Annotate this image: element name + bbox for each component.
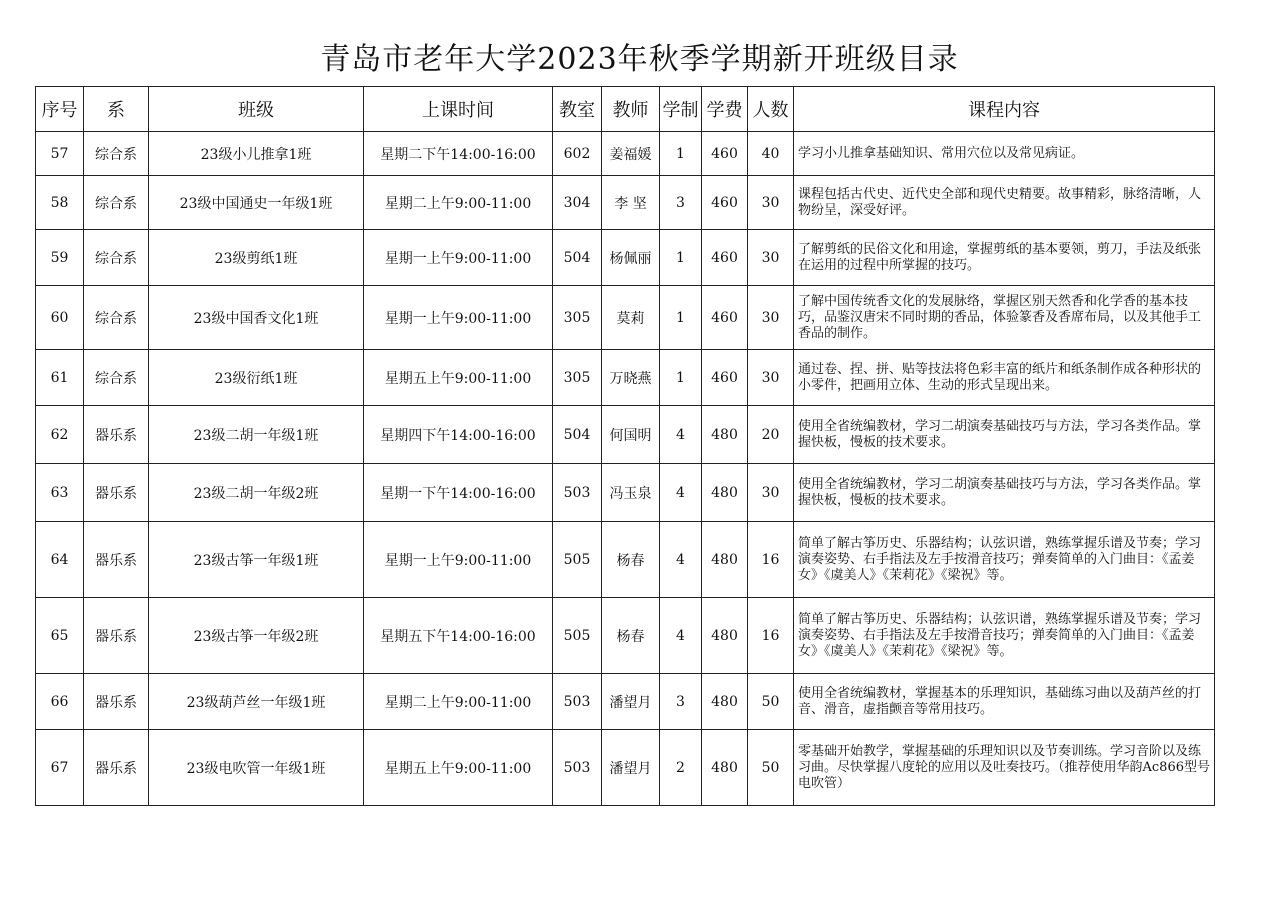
cell-no: 59 — [36, 230, 84, 286]
cell-no: 60 — [36, 286, 84, 350]
cell-room: 505 — [553, 598, 602, 674]
cell-class: 23级小儿推拿1班 — [149, 132, 364, 176]
cell-teacher: 杨春 — [602, 598, 660, 674]
cell-content: 使用全省统编教材，学习二胡演奏基础技巧与方法，学习各类作品。掌握快板，慢板的技术要求。 — [794, 406, 1215, 464]
cell-time: 星期一上午9:00-11:00 — [364, 522, 553, 598]
header-content: 课程内容 — [794, 87, 1215, 132]
cell-class: 23级二胡一年级1班 — [149, 406, 364, 464]
cell-fee: 480 — [702, 522, 748, 598]
cell-dept: 综合系 — [84, 350, 149, 406]
cell-time: 星期五下午14:00-16:00 — [364, 598, 553, 674]
cell-term: 1 — [660, 230, 702, 286]
cell-content: 使用全省统编教材，掌握基本的乐理知识，基础练习曲以及葫芦丝的打音、滑音，虚指颤音等常用技巧。 — [794, 674, 1215, 730]
cell-fee: 480 — [702, 406, 748, 464]
header-teacher: 教师 — [602, 87, 660, 132]
cell-term: 4 — [660, 598, 702, 674]
cell-count: 30 — [748, 350, 794, 406]
cell-class: 23级中国香文化1班 — [149, 286, 364, 350]
cell-teacher: 万晓燕 — [602, 350, 660, 406]
cell-content: 简单了解古筝历史、乐器结构；认弦识谱，熟练掌握乐谱及节奏；学习演奏姿势、右手指法及左手按滑音技巧；弹奏简单的入门曲目：《孟姜女》《虞美人》《茉莉花》《梁祝》等。 — [794, 522, 1215, 598]
cell-count: 40 — [748, 132, 794, 176]
cell-room: 503 — [553, 464, 602, 522]
cell-time: 星期一上午9:00-11:00 — [364, 230, 553, 286]
cell-fee: 460 — [702, 230, 748, 286]
cell-content: 通过卷、捏、拼、贴等技法将色彩丰富的纸片和纸条制作成各种形状的小零件，把画用立体、生动的形式呈现出来。 — [794, 350, 1215, 406]
cell-teacher: 杨春 — [602, 522, 660, 598]
cell-class: 23级中国通史一年级1班 — [149, 176, 364, 230]
cell-fee: 460 — [702, 176, 748, 230]
cell-room: 503 — [553, 674, 602, 730]
table-row — [36, 598, 1215, 674]
cell-no: 63 — [36, 464, 84, 522]
cell-no: 65 — [36, 598, 84, 674]
cell-room: 305 — [553, 286, 602, 350]
cell-count: 50 — [748, 674, 794, 730]
cell-room: 503 — [553, 730, 602, 806]
table-row — [36, 406, 1215, 464]
cell-term: 4 — [660, 522, 702, 598]
table-row — [36, 730, 1215, 806]
cell-no: 57 — [36, 132, 84, 176]
cell-no: 64 — [36, 522, 84, 598]
cell-teacher: 李 坚 — [602, 176, 660, 230]
table-row — [36, 350, 1215, 406]
cell-count: 50 — [748, 730, 794, 806]
cell-dept: 器乐系 — [84, 406, 149, 464]
cell-fee: 480 — [702, 598, 748, 674]
cell-teacher: 姜福媛 — [602, 132, 660, 176]
header-fee: 学费 — [702, 87, 748, 132]
header-time: 上课时间 — [364, 87, 553, 132]
header-row — [36, 87, 1215, 132]
cell-room: 504 — [553, 406, 602, 464]
cell-dept: 综合系 — [84, 230, 149, 286]
cell-term: 1 — [660, 132, 702, 176]
cell-time: 星期二上午9:00-11:00 — [364, 674, 553, 730]
cell-time: 星期五上午9:00-11:00 — [364, 350, 553, 406]
cell-term: 2 — [660, 730, 702, 806]
cell-dept: 器乐系 — [84, 598, 149, 674]
cell-teacher: 潘望月 — [602, 674, 660, 730]
cell-no: 62 — [36, 406, 84, 464]
cell-dept: 综合系 — [84, 176, 149, 230]
cell-term: 1 — [660, 350, 702, 406]
cell-teacher: 杨佩丽 — [602, 230, 660, 286]
page-title: 青岛市老年大学2023年秋季学期新开班级目录 — [320, 42, 959, 77]
cell-teacher: 何国明 — [602, 406, 660, 464]
cell-count: 30 — [748, 176, 794, 230]
cell-fee: 460 — [702, 132, 748, 176]
header-dept: 系 — [84, 87, 149, 132]
table-row — [36, 176, 1215, 230]
cell-content: 简单了解古筝历史、乐器结构；认弦识谱，熟练掌握乐谱及节奏；学习演奏姿势、右手指法及左手按滑音技巧；弹奏简单的入门曲目：《孟姜女》《虞美人》《茉莉花》《梁祝》等。 — [794, 598, 1215, 674]
cell-content: 了解中国传统香文化的发展脉络，掌握区别天然香和化学香的基本技巧，品鉴汉唐宋不同时期的香品，体验篆香及香席布局，以及其他手工香品的制作。 — [794, 286, 1215, 350]
cell-content: 课程包括古代史、近代史全部和现代史精要。故事精彩，脉络清晰，人物纷呈，深受好评。 — [794, 176, 1215, 230]
cell-term: 4 — [660, 464, 702, 522]
cell-time: 星期四下午14:00-16:00 — [364, 406, 553, 464]
cell-term: 1 — [660, 286, 702, 350]
cell-room: 602 — [553, 132, 602, 176]
cell-fee: 460 — [702, 286, 748, 350]
cell-time: 星期二下午14:00-16:00 — [364, 132, 553, 176]
header-room: 教室 — [553, 87, 602, 132]
cell-fee: 480 — [702, 464, 748, 522]
cell-teacher: 冯玉泉 — [602, 464, 660, 522]
cell-dept: 器乐系 — [84, 674, 149, 730]
cell-class: 23级二胡一年级2班 — [149, 464, 364, 522]
cell-class: 23级衍纸1班 — [149, 350, 364, 406]
cell-count: 30 — [748, 286, 794, 350]
cell-fee: 480 — [702, 674, 748, 730]
table-row — [36, 674, 1215, 730]
header-class: 班级 — [149, 87, 364, 132]
cell-fee: 460 — [702, 350, 748, 406]
cell-time: 星期二上午9:00-11:00 — [364, 176, 553, 230]
table-row — [36, 522, 1215, 598]
cell-term: 4 — [660, 406, 702, 464]
cell-teacher: 潘望月 — [602, 730, 660, 806]
cell-room: 505 — [553, 522, 602, 598]
cell-term: 3 — [660, 674, 702, 730]
cell-class: 23级古筝一年级1班 — [149, 522, 364, 598]
cell-room: 304 — [553, 176, 602, 230]
cell-dept: 器乐系 — [84, 464, 149, 522]
cell-teacher: 莫莉 — [602, 286, 660, 350]
cell-room: 504 — [553, 230, 602, 286]
cell-fee: 480 — [702, 730, 748, 806]
cell-content: 零基础开始教学，掌握基础的乐理知识以及节奏训练。学习音阶以及练习曲。尽快掌握八度轮的应用以及吐奏技巧。（推荐使用华韵Ac866型号电吹管） — [794, 730, 1215, 806]
cell-time: 星期一下午14:00-16:00 — [364, 464, 553, 522]
header-count: 人数 — [748, 87, 794, 132]
table-row — [36, 132, 1215, 176]
cell-dept: 器乐系 — [84, 730, 149, 806]
table-row — [36, 230, 1215, 286]
cell-term: 3 — [660, 176, 702, 230]
cell-count: 30 — [748, 230, 794, 286]
cell-content: 了解剪纸的民俗文化和用途，掌握剪纸的基本要领，剪刀，手法及纸张在运用的过程中所掌握的技巧。 — [794, 230, 1215, 286]
cell-count: 16 — [748, 598, 794, 674]
cell-count: 20 — [748, 406, 794, 464]
cell-dept: 器乐系 — [84, 522, 149, 598]
header-no: 序号 — [36, 87, 84, 132]
cell-content: 学习小儿推拿基础知识、常用穴位以及常见病证。 — [794, 132, 1215, 176]
cell-class: 23级剪纸1班 — [149, 230, 364, 286]
cell-content: 使用全省统编教材，学习二胡演奏基础技巧与方法，学习各类作品。掌握快板，慢板的技术要求。 — [794, 464, 1215, 522]
cell-class: 23级电吹管一年级1班 — [149, 730, 364, 806]
cell-no: 67 — [36, 730, 84, 806]
table-row — [36, 286, 1215, 350]
cell-count: 30 — [748, 464, 794, 522]
cell-no: 61 — [36, 350, 84, 406]
cell-count: 16 — [748, 522, 794, 598]
cell-dept: 综合系 — [84, 132, 149, 176]
header-term: 学制 — [660, 87, 702, 132]
cell-no: 66 — [36, 674, 84, 730]
cell-time: 星期一上午9:00-11:00 — [364, 286, 553, 350]
cell-class: 23级古筝一年级2班 — [149, 598, 364, 674]
cell-class: 23级葫芦丝一年级1班 — [149, 674, 364, 730]
class-catalog-table — [35, 86, 1215, 806]
table-row — [36, 464, 1215, 522]
cell-dept: 综合系 — [84, 286, 149, 350]
cell-no: 58 — [36, 176, 84, 230]
cell-room: 305 — [553, 350, 602, 406]
cell-time: 星期五上午9:00-11:00 — [364, 730, 553, 806]
